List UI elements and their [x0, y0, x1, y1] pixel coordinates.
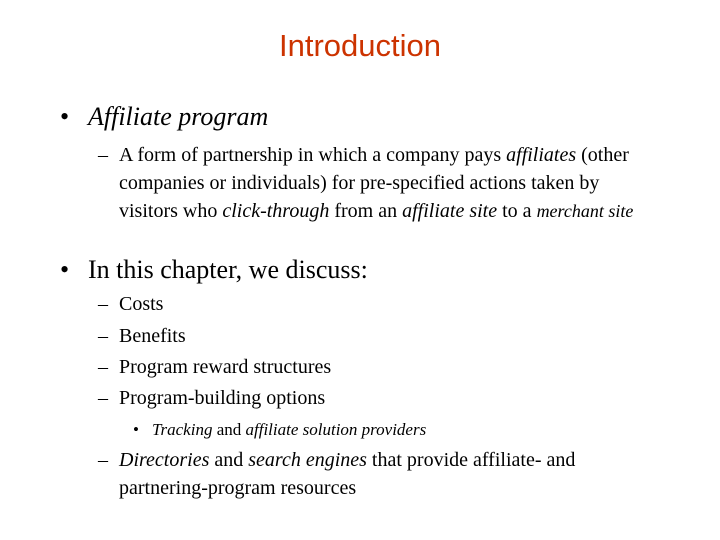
- dash-marker: –: [98, 356, 108, 378]
- definition-term-merchant-site: merchant site: [536, 201, 634, 221]
- list-item-text: Program-building options: [119, 387, 326, 409]
- third-level-text: [152, 419, 426, 441]
- bullet-marker: •: [60, 255, 70, 284]
- term-search-engines: search engines: [248, 449, 367, 471]
- definition-term-affiliate-site: affiliate site: [402, 200, 498, 222]
- definition-part: to a: [497, 200, 537, 222]
- term-tracking: Tracking: [152, 420, 213, 439]
- list-item-text: Costs: [119, 293, 164, 315]
- bullet-text-italic: Affiliate program: [88, 102, 269, 131]
- term-affiliate-solution-providers: affiliate solution providers: [245, 420, 427, 439]
- definition-term-affiliates: affiliates: [506, 144, 577, 166]
- slide-title: Introduction: [279, 28, 441, 63]
- term-directories: Directories: [119, 449, 210, 471]
- dash-marker: –: [98, 293, 108, 315]
- dash-marker: –: [98, 144, 108, 166]
- bullet-text: [88, 102, 268, 132]
- directories-part: that provide affiliate- and partnering-program resources: [119, 449, 576, 499]
- dash-marker: –: [98, 387, 108, 409]
- definition-term-click-through: click-through: [222, 200, 330, 222]
- bullet-text: In this chapter, we discuss:: [88, 255, 368, 284]
- definition-text: [119, 141, 659, 225]
- directories-text: [119, 446, 659, 502]
- definition-part: from an: [329, 200, 403, 222]
- list-item-text: Program reward structures: [119, 356, 332, 378]
- definition-part: A form of partnership in which a company pays: [119, 144, 507, 166]
- bullet-marker: •: [133, 420, 139, 439]
- dash-marker: –: [98, 325, 108, 347]
- dash-marker: –: [98, 449, 108, 471]
- bullet-marker: •: [60, 102, 70, 131]
- directories-part: and: [209, 449, 249, 471]
- list-item-text: Benefits: [119, 325, 186, 347]
- definition-part: (other companies or individuals) for pre-specified actions taken by visitors who: [119, 144, 629, 222]
- third-level-part: and: [212, 420, 246, 439]
